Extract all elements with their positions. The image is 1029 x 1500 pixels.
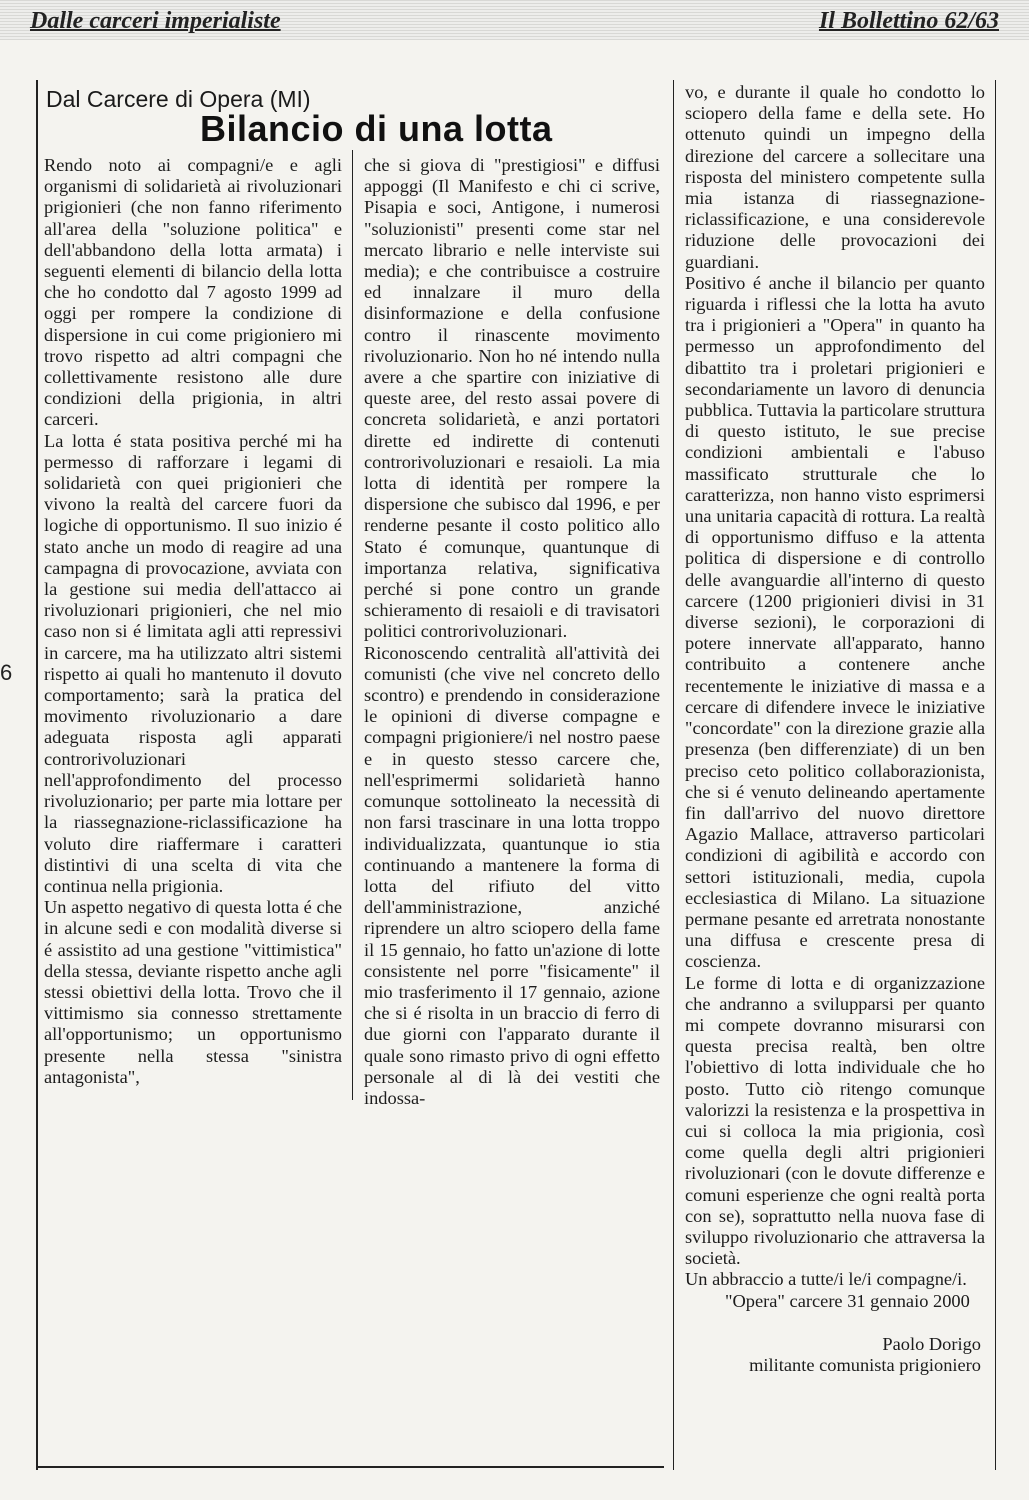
paragraph: Riconoscendo centralità all'attività dei comunisti (che vive nel concreto dello scontro) e prendendo in considerazione le opinioni di diverse compagne e compagni prigioniere/i nel nostro paese e in questo stesso carcere che, nell'esprimermi solidarietà hanno comunque sottolineato la necessità di non farsi trascinare in una lotta troppo individualizzata, quantunque io stia continuando a mantenere la forma di lotta del rifiuto del vitto dell'amministrazione, anziché riprendere un altro sciopero della fame il 15 gennaio, ho fatto un'azione di lotte consistente nel porre "fisicamente" il mio trasferimento il 17 gennaio, azione che si é risolta in un braccio di ferro di due giorni con l'apparato durante il quale sono rimasto privo di ogni effetto personale al di là dei vestiti che indossa- — [364, 642, 660, 1108]
publication-issue: Il Bollettino 62/63 — [818, 8, 999, 34]
section-title: Dalle carceri imperialiste — [30, 8, 281, 34]
signature-role: militante comunista prigioniero — [749, 1354, 981, 1375]
paragraph: vo, e durante il quale ho condotto lo sciopero della fame e della sete. Ho ottenuto quindi un impegno della direzione del carcere a sollecitare una risposta del ministero competente sulla mia istanza di riassegnazione-riclassificazione, e una considerevole riduzione delle provocazioni dei guardiani. — [685, 82, 985, 272]
text-column-3 — [685, 82, 985, 1376]
paragraph: che si giova di "prestigiosi" e diffusi appoggi (Il Manifesto e chi ci scrive, Pisapia e soci, Antigone, i numerosi "soluzionisti" presenti come star nel mercato librario e nelle interviste sui media); e che contribuisce a costruire ed innalzare il muro della disinformazione e della confusione contro il rinascente movimento rivoluzionario. Non ho né intendo nulla avere a che spartire con iniziative di queste aree, del resto assai povere di concreta solidarietà, e anzi portatori dirette ed indirette di contenuti controrivoluzionari e resaioli. La mia lotta di identità per rompere la dispersione che subisco dal 1996, e per renderne pesante il costo politico allo Stato é comunque, quantunque di importanza relativa, significativa perché si pone contro un grande schieramento di resaioli e di travisatori politici controrivoluzionari. — [364, 155, 660, 642]
left-margin-rule — [36, 80, 38, 1470]
signature-name: Paolo Dorigo — [882, 1333, 981, 1354]
right-margin-rule — [995, 80, 996, 1470]
dateline: "Opera" carcere 31 gennaio 2000 — [725, 1290, 970, 1311]
page-number: 6 — [0, 660, 13, 685]
column-divider-1 — [352, 150, 353, 1100]
bottom-rule — [36, 1466, 664, 1468]
paragraph: Positivo é anche il bilancio per quanto riguarda i riflessi che la lotta ha avuto tra i prigionieri a "Opera" in quanto ha permesso un approfondimento del dibattito tra i proletari prigionieri e secondariamente un lavoro di denuncia pubblica. Tuttavia la particolare struttura di questo istituto, le sue precise condizioni ambientali e l'abuso massificato strutturale che lo caratterizza, non hanno visto esprimersi una unitaria capacità di rottura. La realtà di opportunismo diffuso e la attenta politica di dispersione e di controllo delle avanguardie all'interno di questo carcere (1200 prigionieri divisi in 31 diverse sezioni), le corporazioni di potere innervate all'apparato, hanno contribuito a contenere anche recentemente le iniziative di massa e a cercare di difendere invece le iniziative "concordate" con la direzione grazie alla presenza (ben differenziate) di un ben preciso ceto politico collaborazionista, che si é venuto delineando apertamente fin dall'arrivo del nuovo direttore Agazio Mallace, attraverso particolari condizioni di agibilità e accordo con settori istituzionali, media, cupola ecclesiastica di Milano. La situazione permane pesante ed arretrata nonostante una diffusa e crescente presa di coscienza. — [685, 272, 985, 972]
article-kicker: Dal Carcere di Opera (MI) — [46, 86, 311, 112]
article-title: Bilancio di una lotta — [200, 108, 553, 149]
paragraph: La lotta é stata positiva perché mi ha permesso di rafforzare i legami di solidarietà con quei prigionieri che vivono la realtà del carcere fuori da logiche di opportunismo. Il suo inizio é stato anche un modo di reagire ad una campagna di provocazione, avviata con la gestione sui media dell'attacco ai rivoluzionari prigionieri, che nel mio caso non si é limitata agli atti repressivi in carcere, ma ha utilizzato altri sistemi rispetto ai quali ho mantenuto il dovuto comportamento; sarà la pratica del movimento rivoluzionario a dare adeguata risposta agli apparati controrivoluzionari nell'approfondimento del processo rivoluzionario; per parte mia lottare per la riassegnazione-riclassificazione ha voluto dire riaffermare i caratteri distintivi di una scelta di vita che continua nella prigionia. — [44, 430, 342, 896]
text-column-2 — [364, 155, 660, 1109]
text-column-1 — [44, 155, 342, 1088]
page-header — [0, 0, 1029, 40]
paragraph: Rendo noto ai compagni/e e agli organismi di solidarietà ai rivoluzionari prigionieri (che non fanno riferimento all'area della "soluzione politica" e dell'abbandono della lotta armata) i seguenti elementi di bilancio della lotta che ho condotto dal 7 agosto 1999 ad oggi per rompere la condizione di dispersione in cui come prigioniero mi trovo rispetto ad altri compagni che collettivamente resistono alle dure condizioni della prigionia, in altri carceri. — [44, 155, 342, 430]
column-divider-2 — [673, 80, 674, 1470]
paragraph: Un abbraccio a tutte/i le/i compagne/i. — [685, 1269, 967, 1290]
paragraph: Un aspetto negativo di questa lotta é che in alcune sedi e con modalità diverse si é assistito ad una gestione "vittimistica" della stessa, deviante rispetto anche agli stessi obiettivi della lotta. Trovo che il vittimismo sia connesso strettamente all'opportunismo; un opportunismo presente nella stessa "sinistra antagonista", — [44, 897, 342, 1087]
paragraph: Le forme di lotta e di organizzazione che andranno a svilupparsi per quanto mi compete dovranno misurarsi con questa precisa realtà, ben oltre l'obiettivo di lotta individuale che ho posto. Tutto ciò ritengo comunque valorizzi la resistenza e la prospettiva in cui si colloca la mia prigionia, così come quella degli altri prigionieri rivoluzionari (con le dovute differenze e comuni esperienze che ogni realtà porta con se), soprattutto nella nuova fase di sviluppo rivoluzionario che attraversa la società. — [685, 972, 985, 1269]
